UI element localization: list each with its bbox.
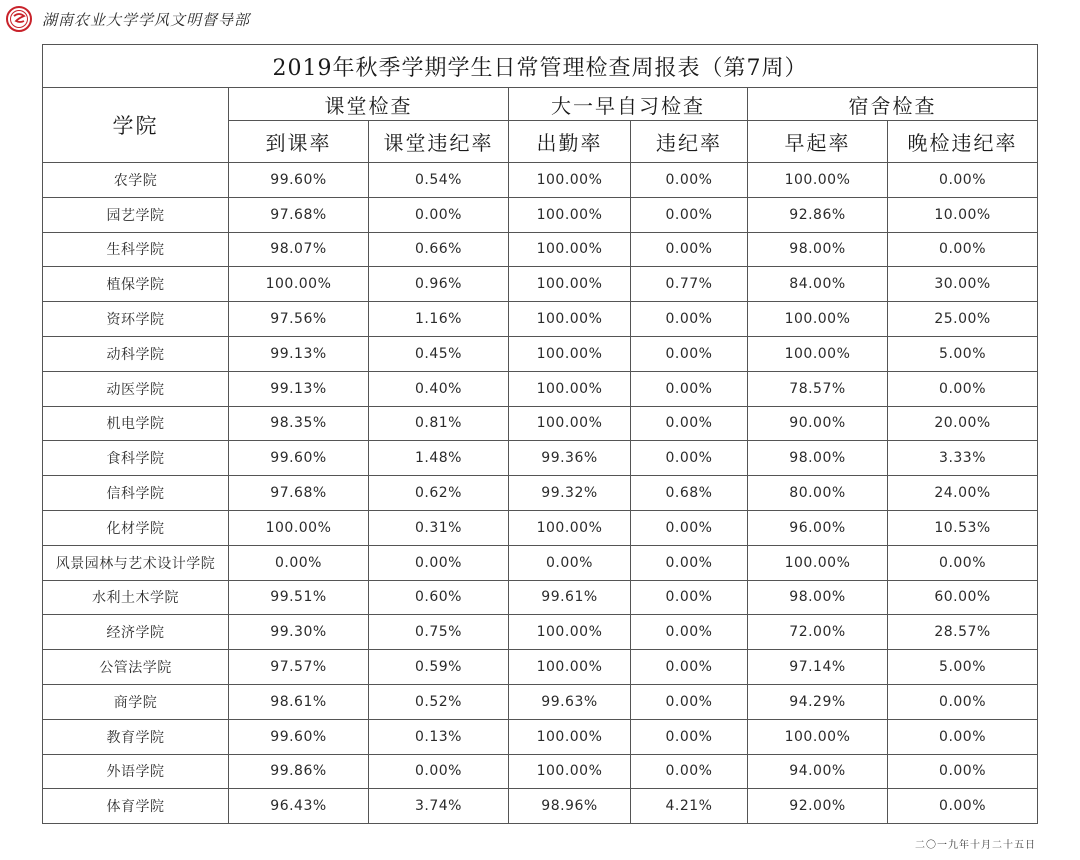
rate-cell: 30.00% [888, 267, 1038, 302]
rate-cell: 99.86% [229, 754, 369, 789]
rate-cell: 0.00% [631, 650, 748, 685]
rate-cell: 100.00% [748, 163, 888, 198]
rate-cell: 100.00% [509, 754, 631, 789]
rate-cell: 0.00% [888, 163, 1038, 198]
rate-cell: 0.00% [631, 615, 748, 650]
rate-cell: 4.21% [631, 789, 748, 824]
table-row [43, 615, 1038, 650]
college-column-header: 学院 [43, 88, 229, 163]
rate-cell: 10.53% [888, 510, 1038, 545]
rate-cell: 0.68% [631, 476, 748, 511]
table-row [43, 232, 1038, 267]
rate-cell: 100.00% [229, 267, 369, 302]
table-row [43, 476, 1038, 511]
rate-cell: 0.00% [631, 754, 748, 789]
rate-cell: 0.00% [631, 545, 748, 580]
rate-cell: 92.00% [748, 789, 888, 824]
college-name-cell: 教育学院 [43, 719, 229, 754]
rate-cell: 99.13% [229, 336, 369, 371]
table-row [43, 336, 1038, 371]
rate-cell: 98.07% [229, 232, 369, 267]
rate-cell: 0.00% [631, 510, 748, 545]
rate-cell: 98.35% [229, 406, 369, 441]
rate-cell: 100.00% [229, 510, 369, 545]
rate-cell: 96.43% [229, 789, 369, 824]
rate-cell: 100.00% [748, 545, 888, 580]
table-row [43, 197, 1038, 232]
table-row [43, 650, 1038, 685]
rate-cell: 28.57% [888, 615, 1038, 650]
rate-cell: 92.86% [748, 197, 888, 232]
rate-cell: 100.00% [748, 719, 888, 754]
column-header-class-violation-rate: 课堂违纪率 [369, 121, 509, 163]
rate-cell: 60.00% [888, 580, 1038, 615]
rate-cell: 100.00% [509, 650, 631, 685]
college-name-cell: 公管法学院 [43, 650, 229, 685]
rate-cell: 98.00% [748, 232, 888, 267]
table-body [43, 163, 1038, 824]
rate-cell: 0.40% [369, 371, 509, 406]
rate-cell: 97.68% [229, 476, 369, 511]
rate-cell: 99.61% [509, 580, 631, 615]
rate-cell: 0.00% [888, 545, 1038, 580]
table-row [43, 371, 1038, 406]
college-name-cell: 商学院 [43, 684, 229, 719]
column-header-presence-rate: 出勤率 [509, 121, 631, 163]
rate-cell: 3.74% [369, 789, 509, 824]
column-header-violation-rate: 违纪率 [631, 121, 748, 163]
rate-cell: 0.77% [631, 267, 748, 302]
rate-cell: 100.00% [509, 163, 631, 198]
college-name-cell: 经济学院 [43, 615, 229, 650]
rate-cell: 0.62% [369, 476, 509, 511]
rate-cell: 1.48% [369, 441, 509, 476]
rate-cell: 99.36% [509, 441, 631, 476]
rate-cell: 100.00% [748, 302, 888, 337]
rate-cell: 99.51% [229, 580, 369, 615]
rate-cell: 0.00% [631, 441, 748, 476]
rate-cell: 1.16% [369, 302, 509, 337]
rate-cell: 98.61% [229, 684, 369, 719]
university-logo-icon [6, 6, 32, 32]
weekly-report-table [42, 44, 1038, 824]
rate-cell: 24.00% [888, 476, 1038, 511]
rate-cell: 99.13% [229, 371, 369, 406]
college-name-cell: 水利土木学院 [43, 580, 229, 615]
college-name-cell: 机电学院 [43, 406, 229, 441]
rate-cell: 94.29% [748, 684, 888, 719]
rate-cell: 10.00% [888, 197, 1038, 232]
rate-cell: 0.13% [369, 719, 509, 754]
rate-cell: 100.00% [509, 406, 631, 441]
rate-cell: 25.00% [888, 302, 1038, 337]
college-name-cell: 动科学院 [43, 336, 229, 371]
org-name: 湖南农业大学学风文明督导部 [42, 10, 251, 29]
column-header-early-rise-rate: 早起率 [748, 121, 888, 163]
table-row [43, 754, 1038, 789]
rate-cell: 0.60% [369, 580, 509, 615]
rate-cell: 100.00% [509, 302, 631, 337]
rate-cell: 98.96% [509, 789, 631, 824]
rate-cell: 0.00% [631, 163, 748, 198]
table-row [43, 441, 1038, 476]
rate-cell: 100.00% [509, 336, 631, 371]
rate-cell: 0.00% [631, 232, 748, 267]
rate-cell: 20.00% [888, 406, 1038, 441]
rate-cell: 0.00% [509, 545, 631, 580]
rate-cell: 90.00% [748, 406, 888, 441]
rate-cell: 0.00% [631, 302, 748, 337]
rate-cell: 0.59% [369, 650, 509, 685]
rate-cell: 100.00% [509, 615, 631, 650]
college-name-cell: 体育学院 [43, 789, 229, 824]
rate-cell: 0.52% [369, 684, 509, 719]
rate-cell: 97.57% [229, 650, 369, 685]
rate-cell: 0.00% [631, 580, 748, 615]
group-header-morning-study: 大一早自习检查 [509, 88, 748, 121]
table-row [43, 163, 1038, 198]
rate-cell: 100.00% [748, 336, 888, 371]
rate-cell: 100.00% [509, 719, 631, 754]
rate-cell: 99.63% [509, 684, 631, 719]
rate-cell: 94.00% [748, 754, 888, 789]
report-title: 2019年秋季学期学生日常管理检查周报表（第7周） [43, 45, 1038, 88]
rate-cell: 5.00% [888, 336, 1038, 371]
college-name-cell: 信科学院 [43, 476, 229, 511]
rate-cell: 0.00% [369, 197, 509, 232]
rate-cell: 0.00% [631, 371, 748, 406]
rate-cell: 80.00% [748, 476, 888, 511]
college-name-cell: 食科学院 [43, 441, 229, 476]
rate-cell: 97.56% [229, 302, 369, 337]
table-row [43, 545, 1038, 580]
rate-cell: 98.00% [748, 580, 888, 615]
rate-cell: 0.00% [631, 684, 748, 719]
rate-cell: 0.00% [888, 371, 1038, 406]
rate-cell: 0.54% [369, 163, 509, 198]
rate-cell: 0.00% [888, 232, 1038, 267]
college-name-cell: 风景园林与艺术设计学院 [43, 545, 229, 580]
rate-cell: 100.00% [509, 267, 631, 302]
college-name-cell: 外语学院 [43, 754, 229, 789]
rate-cell: 0.00% [369, 754, 509, 789]
rate-cell: 98.00% [748, 441, 888, 476]
rate-cell: 0.00% [631, 336, 748, 371]
rate-cell: 97.14% [748, 650, 888, 685]
rate-cell: 0.00% [888, 719, 1038, 754]
rate-cell: 78.57% [748, 371, 888, 406]
page-header [6, 4, 250, 34]
rate-cell: 96.00% [748, 510, 888, 545]
rate-cell: 99.60% [229, 163, 369, 198]
rate-cell: 0.66% [369, 232, 509, 267]
table-row [43, 510, 1038, 545]
rate-cell: 0.75% [369, 615, 509, 650]
table-row [43, 406, 1038, 441]
college-name-cell: 生科学院 [43, 232, 229, 267]
rate-cell: 100.00% [509, 232, 631, 267]
rate-cell: 0.81% [369, 406, 509, 441]
rate-cell: 0.00% [631, 197, 748, 232]
rate-cell: 100.00% [509, 510, 631, 545]
rate-cell: 0.00% [888, 754, 1038, 789]
group-header-classroom: 课堂检查 [229, 88, 509, 121]
rate-cell: 72.00% [748, 615, 888, 650]
college-name-cell: 植保学院 [43, 267, 229, 302]
report-date: 二〇一九年十月二十五日 [915, 840, 1036, 851]
rate-cell: 100.00% [509, 371, 631, 406]
rate-cell: 0.00% [631, 406, 748, 441]
college-name-cell: 动医学院 [43, 371, 229, 406]
table-row [43, 302, 1038, 337]
rate-cell: 0.00% [369, 545, 509, 580]
rate-cell: 84.00% [748, 267, 888, 302]
column-header-attendance-rate: 到课率 [229, 121, 369, 163]
rate-cell: 0.00% [229, 545, 369, 580]
rate-cell: 0.00% [888, 789, 1038, 824]
college-name-cell: 化材学院 [43, 510, 229, 545]
table-row [43, 719, 1038, 754]
college-name-cell: 资环学院 [43, 302, 229, 337]
rate-cell: 99.30% [229, 615, 369, 650]
rate-cell: 100.00% [509, 197, 631, 232]
rate-cell: 99.32% [509, 476, 631, 511]
rate-cell: 0.45% [369, 336, 509, 371]
rate-cell: 97.68% [229, 197, 369, 232]
table-row [43, 267, 1038, 302]
table-row [43, 684, 1038, 719]
rate-cell: 0.96% [369, 267, 509, 302]
college-name-cell: 园艺学院 [43, 197, 229, 232]
column-header-night-check-violation-rate: 晚检违纪率 [888, 121, 1038, 163]
college-name-cell: 农学院 [43, 163, 229, 198]
rate-cell: 99.60% [229, 441, 369, 476]
rate-cell: 0.00% [888, 684, 1038, 719]
table-row [43, 789, 1038, 824]
rate-cell: 0.31% [369, 510, 509, 545]
table-row [43, 580, 1038, 615]
group-header-dormitory: 宿舍检查 [748, 88, 1038, 121]
rate-cell: 3.33% [888, 441, 1038, 476]
rate-cell: 0.00% [631, 719, 748, 754]
rate-cell: 99.60% [229, 719, 369, 754]
rate-cell: 5.00% [888, 650, 1038, 685]
